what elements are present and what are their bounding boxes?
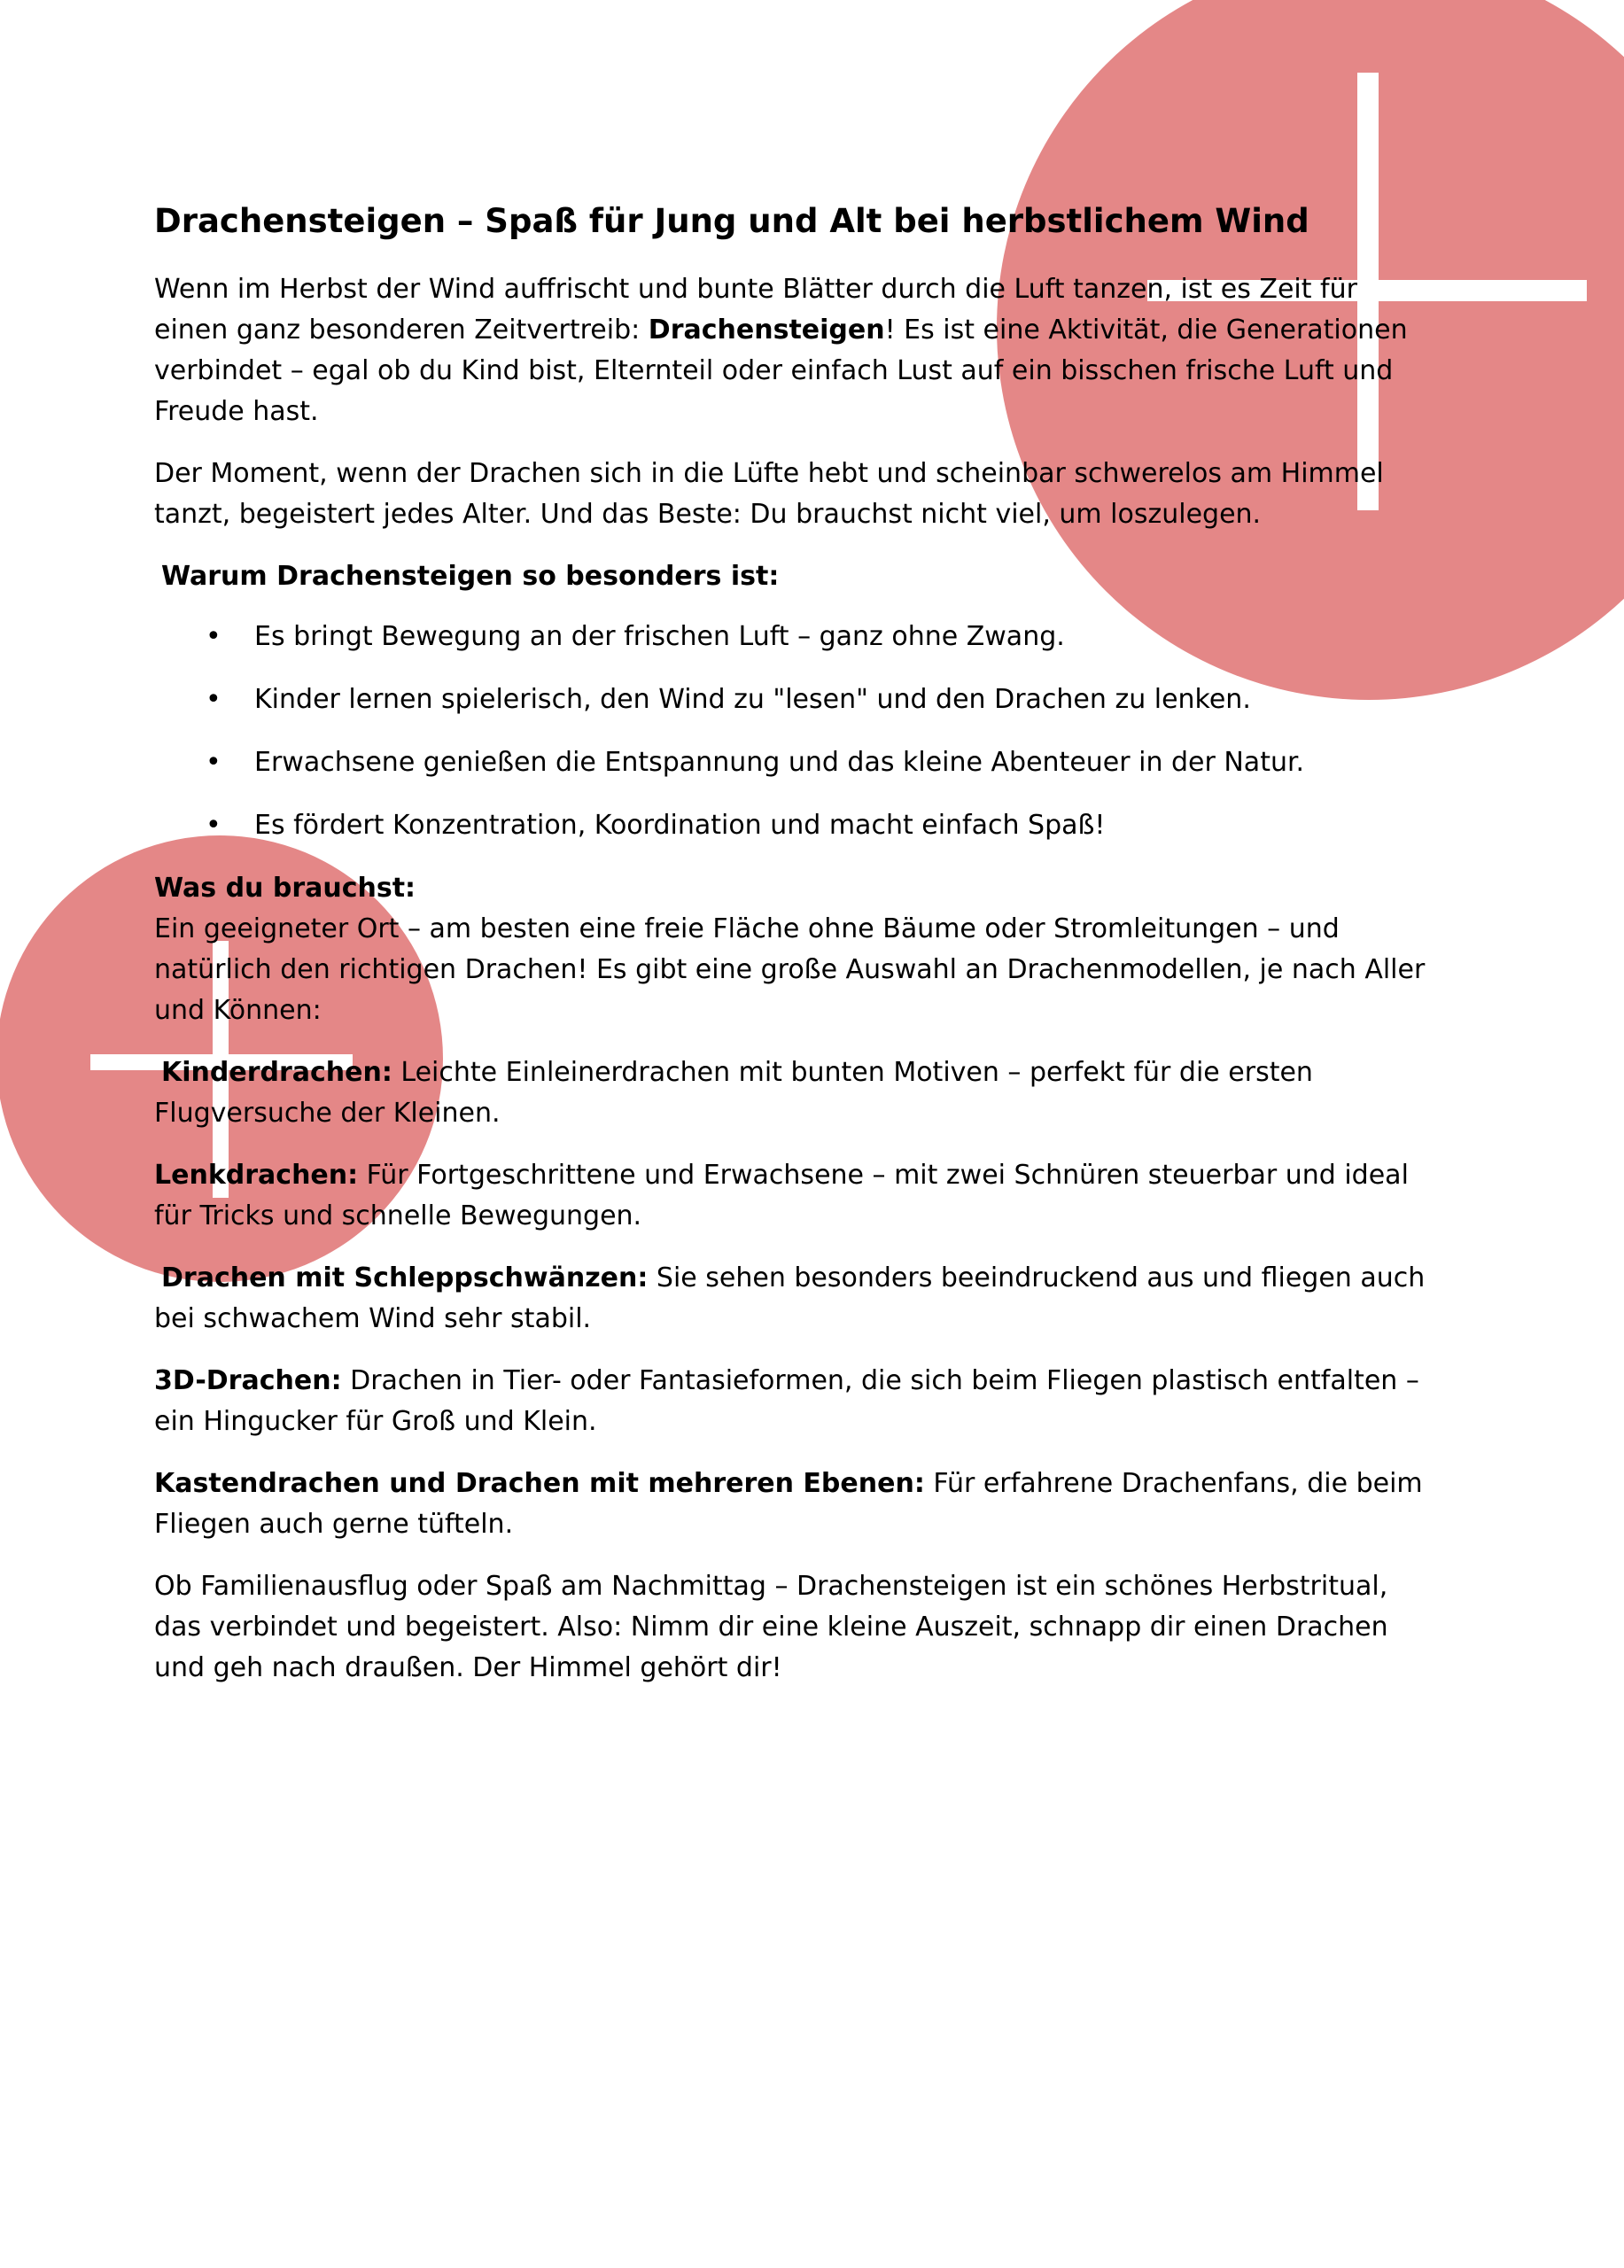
kite-description: Für erfahrene Drachenfans, die beim Fliegen auch gerne tüfteln. [154, 1468, 1423, 1540]
kite-description: Für Fortgeschrittene und Erwachsene – mit zwei Schnüren steuerbar und ideal für Tricks und schnelle Bewegungen. [154, 1160, 1409, 1231]
need-heading: Was du brauchst: [154, 873, 416, 904]
kite-paragraph-schleppschwaenze [154, 1258, 1430, 1340]
kite-name: Drachen mit Schleppschwänzen: [161, 1262, 649, 1293]
document-body [154, 197, 1430, 1710]
kite-name: Kastendrachen und Drachen mit mehreren Ebenen: [154, 1468, 925, 1499]
intro-text-start: Wenn im Herbst der Wind auffrischt und bunte Blätter durch die Luft tanzen, ist es Zeit für einen ganz besonderen Zeitvertreib: [154, 274, 1357, 346]
bullet-icon: • [206, 684, 221, 715]
bullet-icon: • [206, 747, 221, 778]
kite-paragraph-3d-drachen [154, 1361, 1430, 1442]
kite-description: Sie sehen besonders beeindruckend aus und fliegen auch bei schwachem Wind sehr stabil. [154, 1262, 1426, 1334]
intro-bold-term: Drachensteigen [648, 315, 885, 346]
list-item-text: Erwachsene genießen die Entspannung und das kleine Abenteuer in der Natur. [254, 747, 1305, 778]
list-item-text: Es fördert Konzentration, Koordination und macht einfach Spaß! [254, 810, 1106, 841]
need-text: Ein geeigneter Ort – am besten eine freie Fläche ohne Bäume oder Stromleitungen – und natürlich den richtigen Drachen! Es gibt eine große Auswahl an Drachenmodellen, je nach Aller und Können: [154, 913, 1426, 1026]
list-item-text: Kinder lernen spielerisch, den Wind zu "lesen" und den Drachen zu lenken. [254, 684, 1251, 715]
kite-paragraph-kastendrachen [154, 1464, 1430, 1545]
list-item [154, 680, 1430, 720]
closing-paragraph: Ob Familienausflug oder Spaß am Nachmittag – Drachensteigen ist ein schönes Herbstritual, das verbindet und begeistert. Also: Nimm dir eine kleine Auszeit, schnapp dir einen Drachen und geh nach draußen. Der Himmel gehört dir! [154, 1571, 1388, 1683]
intro-text-end: ! Es ist eine Aktivität, die Generationen verbindet – egal ob du Kind bist, Elternteil oder einfach Lust auf ein bisschen frische Luft und Freude hast. [154, 315, 1408, 427]
kite-paragraph-kinderdrachen [154, 1052, 1430, 1134]
why-list [154, 617, 1430, 846]
need-paragraph [154, 868, 1430, 1031]
document-title: Drachensteigen – Spaß für Jung und Alt bei herbstlichem Wind [154, 202, 1309, 240]
bullet-icon: • [206, 810, 221, 841]
kite-description: Drachen in Tier- oder Fantasieformen, die sich beim Fliegen plastisch entfalten – ein Hingucker für Groß und Klein. [154, 1365, 1419, 1437]
list-item [154, 617, 1430, 657]
list-item [154, 742, 1430, 783]
list-item-text: Es bringt Bewegung an der frischen Luft – ganz ohne Zwang. [254, 621, 1065, 652]
kite-name: Kinderdrachen: [161, 1057, 392, 1088]
why-heading: Warum Drachensteigen so besonders ist: [161, 561, 780, 592]
intro-paragraph [154, 269, 1430, 432]
kite-description: Leichte Einleinerdrachen mit bunten Motiven – perfekt für die ersten Flugversuche der Kleinen. [154, 1057, 1313, 1129]
kite-name: Lenkdrachen: [154, 1160, 359, 1191]
bullet-icon: • [206, 621, 221, 652]
kite-paragraph-lenkdrachen [154, 1155, 1430, 1237]
kite-name: 3D-Drachen: [154, 1365, 342, 1396]
list-item [154, 805, 1430, 846]
moment-paragraph: Der Moment, wenn der Drachen sich in die Lüfte hebt und scheinbar schwerelos am Himmel tanzt, begeistert jedes Alter. Und das Beste: Du brauchst nicht viel, um loszulegen. [154, 458, 1384, 530]
